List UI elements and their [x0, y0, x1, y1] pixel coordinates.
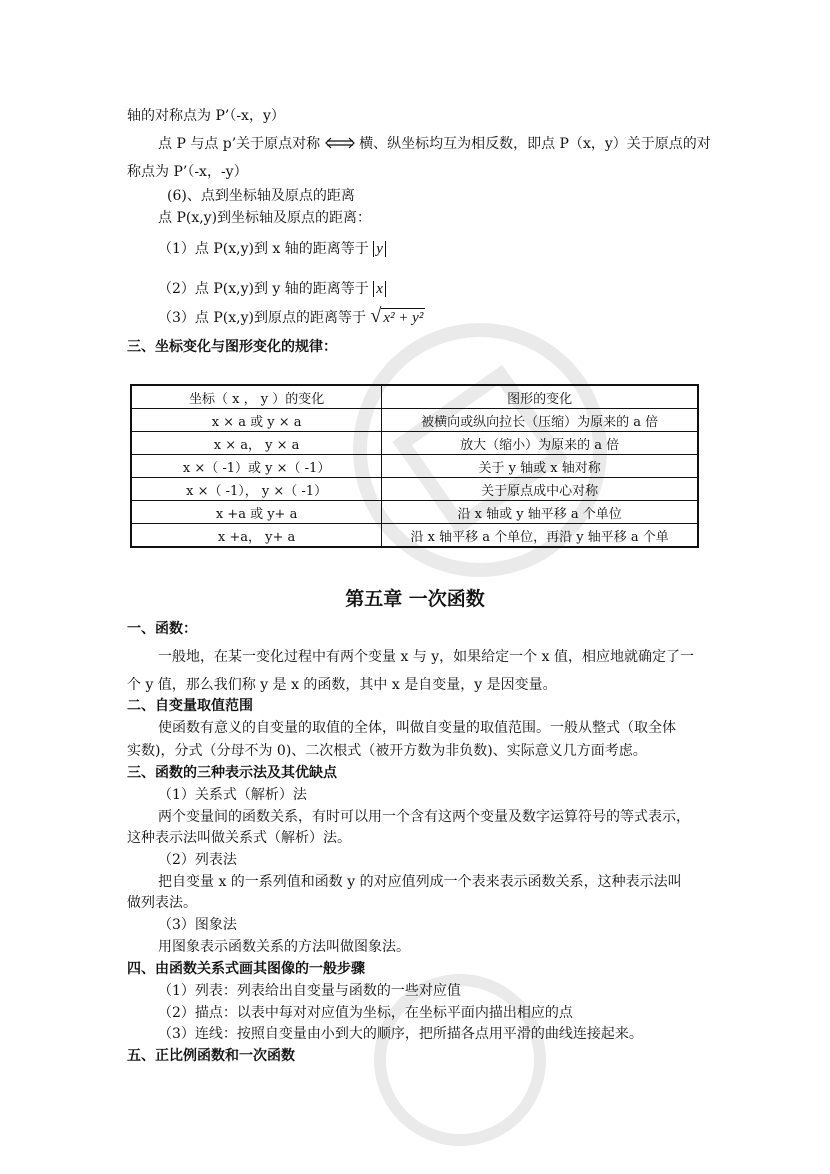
paragraph-line: 这种表示法叫做关系式（解析）法。: [127, 830, 351, 846]
table-cell: 关于 y 轴或 x 轴对称: [382, 455, 698, 478]
abs-x: x: [373, 281, 386, 297]
table-cell: x × a， y × a: [131, 432, 382, 455]
table-header-row: [131, 385, 698, 409]
table-row: [131, 478, 698, 501]
chapter-title: 第五章 一次函数: [345, 588, 485, 610]
table-cell: 被横向或纵向拉长（压缩）为原来的 a 倍: [382, 409, 698, 432]
section-heading: 四、由函数关系式画其图像的一般步骤: [127, 961, 365, 977]
step-item: （2）描点：以表中每对对应值为坐标，在坐标平面内描出相应的点: [158, 1005, 573, 1021]
text-span: （2）点 P(x,y)到 y 轴的距离等于: [158, 281, 369, 297]
paragraph-line: 一般地，在某一变化过程中有两个变量 x 与 y，如果给定一个 x 值，相应地就确定了一: [158, 649, 694, 665]
table-header: 坐标（ x ， y ）的变化: [131, 385, 382, 409]
text-span: 横、纵坐标均互为相反数，即点 P（x，y）关于原点的对: [359, 136, 711, 152]
text-span: （1）点 P(x,y)到 x 轴的距离等于: [158, 241, 369, 257]
distance-item: [158, 240, 386, 258]
step-item: （1）列表：列表给出自变量与函数的一些对应值: [158, 983, 461, 999]
section-heading: 五、正比例函数和一次函数: [127, 1048, 295, 1064]
subheading: （2）列表法: [158, 852, 237, 868]
abs-y: y: [373, 241, 386, 257]
table-cell: 放大（缩小）为原来的 a 倍: [382, 432, 698, 455]
text-line: (6)、点到坐标轴及原点的距离: [167, 188, 355, 204]
table-row: [131, 524, 698, 548]
paragraph-line: 使函数有意义的自变量的取值的全体，叫做自变量的取值范围。一般从整式（取全体: [158, 720, 676, 736]
sqrt-radicand: x² + y²: [383, 310, 424, 326]
table-cell: x × a 或 y × a: [131, 409, 382, 432]
step-item: （3）连线：按照自变量由小到大的顺序，把所描各点用平滑的曲线连接起来。: [158, 1026, 643, 1042]
text-line: 轴的对称点为 P’（-x，y）: [127, 108, 285, 124]
table-row: [131, 455, 698, 478]
table-cell: x +a 或 y+ a: [131, 501, 382, 524]
table-cell: x +a， y+ a: [131, 524, 382, 548]
table-row: [131, 409, 698, 432]
distance-item: [158, 306, 425, 327]
paragraph-line: 个 y 值，那么我们称 y 是 x 的函数，其中 x 是自变量，y 是因变量。: [127, 677, 557, 693]
table-cell: 关于原点成中心对称: [382, 478, 698, 501]
sqrt-expression: [370, 306, 425, 327]
paragraph-line: 做列表法。: [127, 895, 197, 911]
sqrt-sign-icon: √: [370, 305, 382, 327]
text-line: 点 P(x,y)到坐标轴及原点的距离：: [158, 210, 372, 226]
text-line: [158, 135, 711, 153]
paragraph-line: 实数)，分式（分母不为 0)、二次根式（被开方数为非负数)、实际意义几方面考虑。: [127, 743, 647, 759]
section-heading: 二、自变量取值范围: [127, 698, 253, 714]
paragraph-line: 用图象表示函数关系的方法叫做图象法。: [158, 939, 410, 955]
section-heading: 三、坐标变化与图形变化的规律：: [127, 339, 337, 355]
table-row: [131, 501, 698, 524]
table-cell: x ×（ -1）或 y ×（ -1）: [131, 455, 382, 478]
table-cell: 沿 x 轴或 y 轴平移 a 个单位: [382, 501, 698, 524]
text-line: 称点为 P’（-x，-y）: [127, 164, 248, 180]
table-header: 图形的变化: [382, 385, 698, 409]
table-cell: x ×（ -1）， y ×（ -1）: [131, 478, 382, 501]
subheading: （3）图象法: [158, 917, 237, 933]
table-row: [131, 432, 698, 455]
text-span: 点 P 与点 p’关于原点对称: [158, 136, 321, 152]
section-heading: 三、函数的三种表示法及其优缺点: [127, 765, 337, 781]
equivalence-arrow-icon: [325, 136, 355, 150]
coordinate-transform-table: [130, 384, 699, 548]
paragraph-line: 把自变量 x 的一系列值和函数 y 的对应值列成一个表来表示函数关系，这种表示法叫: [158, 874, 682, 890]
subheading: （1）关系式（解析）法: [158, 787, 307, 803]
distance-item: [158, 280, 386, 298]
table-cell: 沿 x 轴平移 a 个单位，再沿 y 轴平移 a 个单: [382, 524, 698, 548]
section-heading: 一、函数：: [127, 621, 197, 637]
paragraph-line: 两个变量间的函数关系，有时可以用一个含有这两个变量及数字运算符号的等式表示，: [158, 809, 690, 825]
text-span: （3）点 P(x,y)到原点的距离等于: [158, 310, 366, 326]
